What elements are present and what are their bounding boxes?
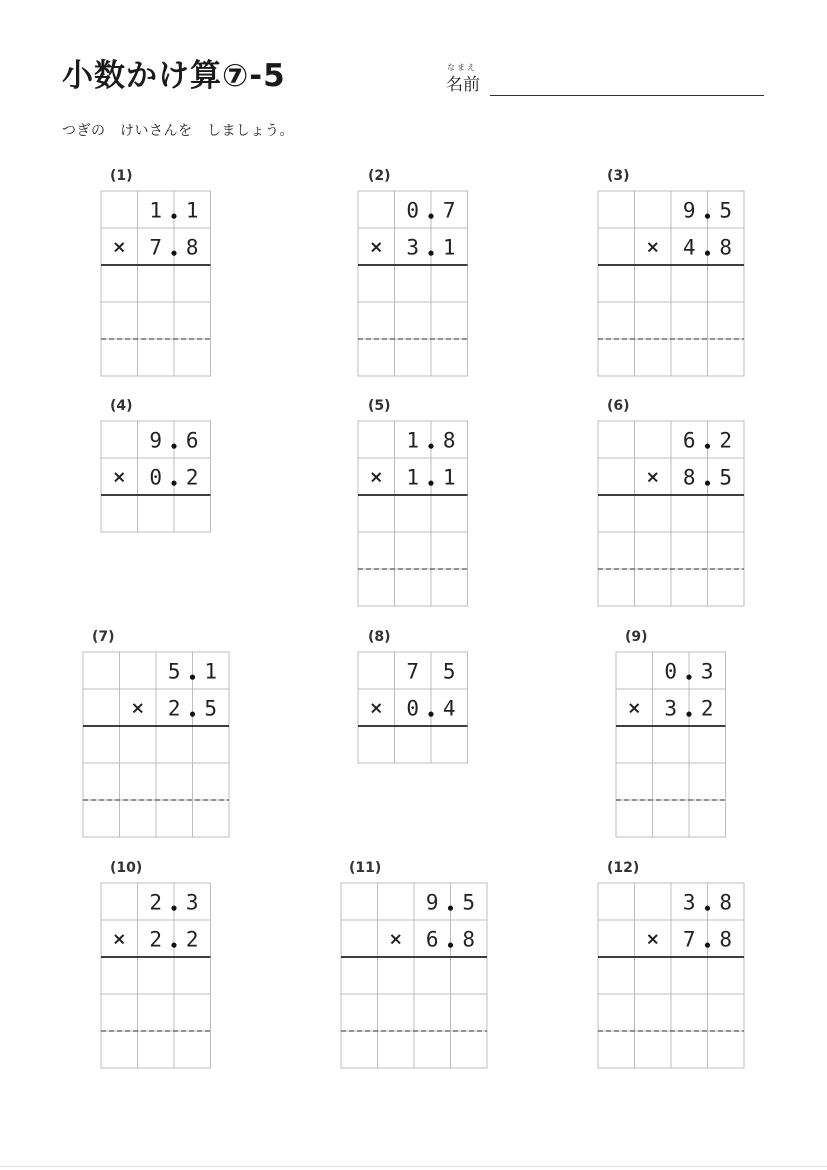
answer-cell[interactable] [414, 957, 451, 994]
multiplier-digit: 8 [719, 235, 733, 260]
decimal-point [705, 444, 710, 449]
calculation-grid[interactable] [597, 420, 745, 607]
operand-cell [101, 421, 138, 458]
decimal-point [448, 943, 453, 948]
problem-number: (9) [625, 629, 648, 645]
calculation-grid[interactable] [100, 420, 212, 533]
answer-cell[interactable] [174, 1031, 211, 1068]
decimal-point [190, 712, 195, 717]
answer-cell[interactable] [395, 302, 432, 339]
operand-cell [635, 421, 672, 458]
answer-cell[interactable] [708, 495, 745, 532]
answer-cell[interactable] [138, 302, 175, 339]
problem-number: (4) [110, 398, 133, 414]
answer-cell[interactable] [395, 726, 432, 763]
decimal-point [705, 943, 710, 948]
answer-cell[interactable] [431, 569, 468, 606]
answer-cell[interactable] [358, 339, 395, 376]
decimal-point [448, 906, 453, 911]
answer-cell[interactable] [395, 265, 432, 302]
multiplicand-digit: 1 [149, 198, 163, 223]
multiplicand-digit: 3 [700, 659, 714, 684]
answer-cell[interactable] [671, 569, 708, 606]
multiplier-digit: 5 [719, 465, 733, 490]
answer-cell[interactable] [708, 957, 745, 994]
calculation-grid[interactable] [340, 882, 488, 1069]
operand-cell [101, 191, 138, 228]
multiplier-digit: 6 [425, 927, 439, 952]
decimal-point [705, 906, 710, 911]
multiplicand-digit: 9 [149, 428, 163, 453]
decimal-point [686, 712, 691, 717]
answer-cell[interactable] [598, 1031, 635, 1068]
decimal-point [428, 712, 433, 717]
multiplier-digit: 7 [149, 235, 163, 260]
multiplier-digit: 3 [406, 235, 420, 260]
instruction-text: つぎの けいさんを しましょう。 [62, 123, 294, 139]
multiplicand-digit: 8 [442, 428, 456, 453]
multiplier-digit: 7 [682, 927, 696, 952]
answer-cell[interactable] [101, 339, 138, 376]
multiplicand-digit: 3 [185, 890, 199, 915]
decimal-point [171, 444, 176, 449]
answer-cell[interactable] [598, 495, 635, 532]
multiplier-digit: 5 [204, 696, 218, 721]
answer-cell[interactable] [174, 994, 211, 1031]
answer-cell[interactable] [395, 569, 432, 606]
answer-cell[interactable] [83, 763, 120, 800]
operand-cell [83, 689, 120, 726]
multiplicand-digit: 2 [149, 890, 163, 915]
answer-cell[interactable] [138, 265, 175, 302]
operand-cell [635, 191, 672, 228]
answer-cell[interactable] [358, 265, 395, 302]
answer-cell[interactable] [138, 495, 175, 532]
answer-cell[interactable] [358, 302, 395, 339]
answer-cell[interactable] [635, 339, 672, 376]
answer-cell[interactable] [708, 265, 745, 302]
answer-cell[interactable] [598, 994, 635, 1031]
problem-number: (2) [368, 168, 391, 184]
answer-cell[interactable] [83, 726, 120, 763]
answer-cell[interactable] [635, 994, 672, 1031]
multiplier-digit: 2 [167, 696, 181, 721]
answer-cell[interactable] [378, 994, 415, 1031]
answer-cell[interactable] [101, 302, 138, 339]
answer-cell[interactable] [378, 1031, 415, 1068]
name-label: 名前 [446, 75, 480, 95]
decimal-point [428, 214, 433, 219]
operand-cell [358, 421, 395, 458]
multiplicand-digit: 7 [406, 659, 420, 684]
decimal-point [171, 481, 176, 486]
multiply-sign: × [388, 929, 403, 950]
answer-cell[interactable] [708, 994, 745, 1031]
multiplier-digit: 8 [462, 927, 476, 952]
answer-cell[interactable] [341, 957, 378, 994]
decimal-point [686, 675, 691, 680]
answer-cell[interactable] [635, 569, 672, 606]
answer-cell[interactable] [708, 339, 745, 376]
answer-cell[interactable] [598, 569, 635, 606]
decimal-point [171, 943, 176, 948]
multiply-sign: × [369, 467, 384, 488]
answer-cell[interactable] [358, 495, 395, 532]
answer-cell[interactable] [414, 994, 451, 1031]
decimal-point [171, 214, 176, 219]
answer-cell[interactable] [395, 495, 432, 532]
multiplier-digit: 8 [682, 465, 696, 490]
answer-cell[interactable] [635, 1031, 672, 1068]
decimal-point [171, 251, 176, 256]
answer-cell[interactable] [671, 339, 708, 376]
operand-cell [598, 191, 635, 228]
answer-cell[interactable] [174, 339, 211, 376]
multiplicand-digit: 6 [185, 428, 199, 453]
answer-cell[interactable] [671, 302, 708, 339]
answer-cell[interactable] [156, 763, 193, 800]
answer-cell[interactable] [708, 532, 745, 569]
answer-cell[interactable] [138, 994, 175, 1031]
multiplier-digit: 1 [406, 465, 420, 490]
answer-cell[interactable] [138, 1031, 175, 1068]
operand-cell [83, 652, 120, 689]
answer-cell[interactable] [653, 726, 690, 763]
answer-cell[interactable] [341, 1031, 378, 1068]
operand-cell [101, 883, 138, 920]
decimal-point [428, 481, 433, 486]
answer-cell[interactable] [616, 763, 653, 800]
operand-cell [598, 228, 635, 265]
multiply-sign: × [645, 929, 660, 950]
answer-cell[interactable] [174, 495, 211, 532]
decimal-point [705, 251, 710, 256]
multiplicand-digit: 5 [167, 659, 181, 684]
answer-cell[interactable] [451, 957, 488, 994]
answer-cell[interactable] [598, 339, 635, 376]
multiplicand-digit: 5 [462, 890, 476, 915]
answer-cell[interactable] [120, 726, 157, 763]
page-bottom-rule [0, 1166, 827, 1167]
operand-cell [598, 920, 635, 957]
operand-cell [378, 883, 415, 920]
multiplier-digit: 2 [185, 465, 199, 490]
multiply-sign: × [112, 237, 127, 258]
answer-cell[interactable] [101, 994, 138, 1031]
calculation-grid[interactable] [597, 190, 745, 377]
answer-cell[interactable] [431, 265, 468, 302]
answer-cell[interactable] [193, 726, 230, 763]
answer-cell[interactable] [708, 302, 745, 339]
multiply-sign: × [369, 698, 384, 719]
worksheet-title: 小数かけ算⑦-5 [62, 58, 286, 94]
multiplier-digit: 1 [442, 465, 456, 490]
problem-number: (10) [110, 860, 143, 876]
operand-cell [120, 652, 157, 689]
answer-cell[interactable] [451, 994, 488, 1031]
answer-cell[interactable] [358, 726, 395, 763]
multiplier-digit: 0 [149, 465, 163, 490]
answer-cell[interactable] [689, 726, 726, 763]
multiplier-digit: 4 [442, 696, 456, 721]
answer-cell[interactable] [708, 569, 745, 606]
multiplicand-digit: 9 [682, 198, 696, 223]
multiplicand-digit: 1 [406, 428, 420, 453]
problem-number: (8) [368, 629, 391, 645]
answer-cell[interactable] [431, 339, 468, 376]
multiplier-digit: 1 [442, 235, 456, 260]
answer-cell[interactable] [653, 800, 690, 837]
operand-cell [358, 652, 395, 689]
answer-cell[interactable] [653, 763, 690, 800]
answer-cell[interactable] [671, 495, 708, 532]
answer-cell[interactable] [616, 726, 653, 763]
answer-cell[interactable] [193, 800, 230, 837]
answer-cell[interactable] [358, 569, 395, 606]
answer-cell[interactable] [156, 726, 193, 763]
multiplicand-digit: 3 [682, 890, 696, 915]
decimal-point [705, 481, 710, 486]
calculation-grid[interactable] [357, 190, 469, 377]
multiply-sign: × [627, 698, 642, 719]
multiplicand-digit: 8 [719, 890, 733, 915]
answer-cell[interactable] [156, 800, 193, 837]
multiplier-digit: 2 [149, 927, 163, 952]
multiply-sign: × [130, 698, 145, 719]
multiplicand-digit: 6 [682, 428, 696, 453]
multiplier-digit: 4 [682, 235, 696, 260]
answer-cell[interactable] [101, 265, 138, 302]
multiply-sign: × [369, 237, 384, 258]
problem-number: (1) [110, 168, 133, 184]
decimal-point [428, 444, 433, 449]
decimal-point [428, 251, 433, 256]
answer-cell[interactable] [358, 532, 395, 569]
operand-cell [598, 421, 635, 458]
answer-cell[interactable] [598, 532, 635, 569]
answer-cell[interactable] [689, 763, 726, 800]
multiply-sign: × [645, 237, 660, 258]
multiplier-digit: 2 [700, 696, 714, 721]
calculation-grid[interactable] [357, 420, 469, 607]
answer-cell[interactable] [671, 1031, 708, 1068]
answer-cell[interactable] [431, 495, 468, 532]
answer-cell[interactable] [598, 957, 635, 994]
calculation-grid[interactable] [615, 651, 727, 838]
answer-cell[interactable] [378, 957, 415, 994]
answer-cell[interactable] [414, 1031, 451, 1068]
operand-cell [358, 191, 395, 228]
operand-cell [341, 883, 378, 920]
answer-cell[interactable] [616, 800, 653, 837]
name-ruby: なまえ [447, 63, 477, 72]
operand-cell [616, 652, 653, 689]
multiplicand-digit: 0 [664, 659, 678, 684]
answer-cell[interactable] [451, 1031, 488, 1068]
multiply-sign: × [645, 467, 660, 488]
multiplier-digit: 0 [406, 696, 420, 721]
answer-cell[interactable] [689, 800, 726, 837]
answer-cell[interactable] [395, 339, 432, 376]
answer-cell[interactable] [671, 532, 708, 569]
answer-cell[interactable] [101, 1031, 138, 1068]
answer-cell[interactable] [138, 957, 175, 994]
answer-cell[interactable] [431, 532, 468, 569]
multiplicand-digit: 0 [406, 198, 420, 223]
operand-cell [598, 458, 635, 495]
answer-cell[interactable] [635, 265, 672, 302]
operand-cell [635, 883, 672, 920]
multiplicand-digit: 1 [204, 659, 218, 684]
problem-number: (7) [92, 629, 115, 645]
calculation-grid[interactable] [100, 882, 212, 1069]
answer-cell[interactable] [708, 1031, 745, 1068]
calculation-grid[interactable] [597, 882, 745, 1069]
calculation-grid[interactable] [100, 190, 212, 377]
problem-number: (11) [349, 860, 382, 876]
answer-cell[interactable] [635, 957, 672, 994]
answer-cell[interactable] [138, 339, 175, 376]
answer-cell[interactable] [341, 994, 378, 1031]
answer-cell[interactable] [598, 265, 635, 302]
problem-number: (3) [607, 168, 630, 184]
multiplier-digit: 8 [719, 927, 733, 952]
answer-cell[interactable] [193, 763, 230, 800]
multiplicand-digit: 7 [442, 198, 456, 223]
name-writing-line[interactable] [490, 95, 764, 96]
multiplier-digit: 8 [185, 235, 199, 260]
answer-cell[interactable] [83, 800, 120, 837]
decimal-point [171, 906, 176, 911]
multiply-sign: × [112, 467, 127, 488]
multiplier-digit: 3 [664, 696, 678, 721]
multiplicand-digit: 2 [719, 428, 733, 453]
answer-cell[interactable] [671, 265, 708, 302]
answer-cell[interactable] [598, 302, 635, 339]
multiplicand-digit: 5 [719, 198, 733, 223]
calculation-grid[interactable] [82, 651, 230, 838]
multiplicand-digit: 9 [425, 890, 439, 915]
answer-cell[interactable] [635, 302, 672, 339]
answer-cell[interactable] [120, 763, 157, 800]
multiplier-digit: 2 [185, 927, 199, 952]
calculation-grid[interactable] [357, 651, 469, 764]
problem-number: (5) [368, 398, 391, 414]
operand-cell [598, 883, 635, 920]
answer-cell[interactable] [101, 495, 138, 532]
multiplicand-digit: 5 [442, 659, 456, 684]
answer-cell[interactable] [174, 265, 211, 302]
answer-cell[interactable] [174, 957, 211, 994]
answer-cell[interactable] [174, 302, 211, 339]
decimal-point [705, 214, 710, 219]
operand-cell [341, 920, 378, 957]
decimal-point [190, 675, 195, 680]
answer-cell[interactable] [395, 532, 432, 569]
answer-cell[interactable] [635, 495, 672, 532]
multiply-sign: × [112, 929, 127, 950]
problem-number: (12) [607, 860, 640, 876]
multiplicand-digit: 1 [185, 198, 199, 223]
answer-cell[interactable] [431, 726, 468, 763]
answer-cell[interactable] [101, 957, 138, 994]
answer-cell[interactable] [635, 532, 672, 569]
problem-number: (6) [607, 398, 630, 414]
answer-cell[interactable] [671, 994, 708, 1031]
answer-cell[interactable] [431, 302, 468, 339]
answer-cell[interactable] [120, 800, 157, 837]
answer-cell[interactable] [671, 957, 708, 994]
